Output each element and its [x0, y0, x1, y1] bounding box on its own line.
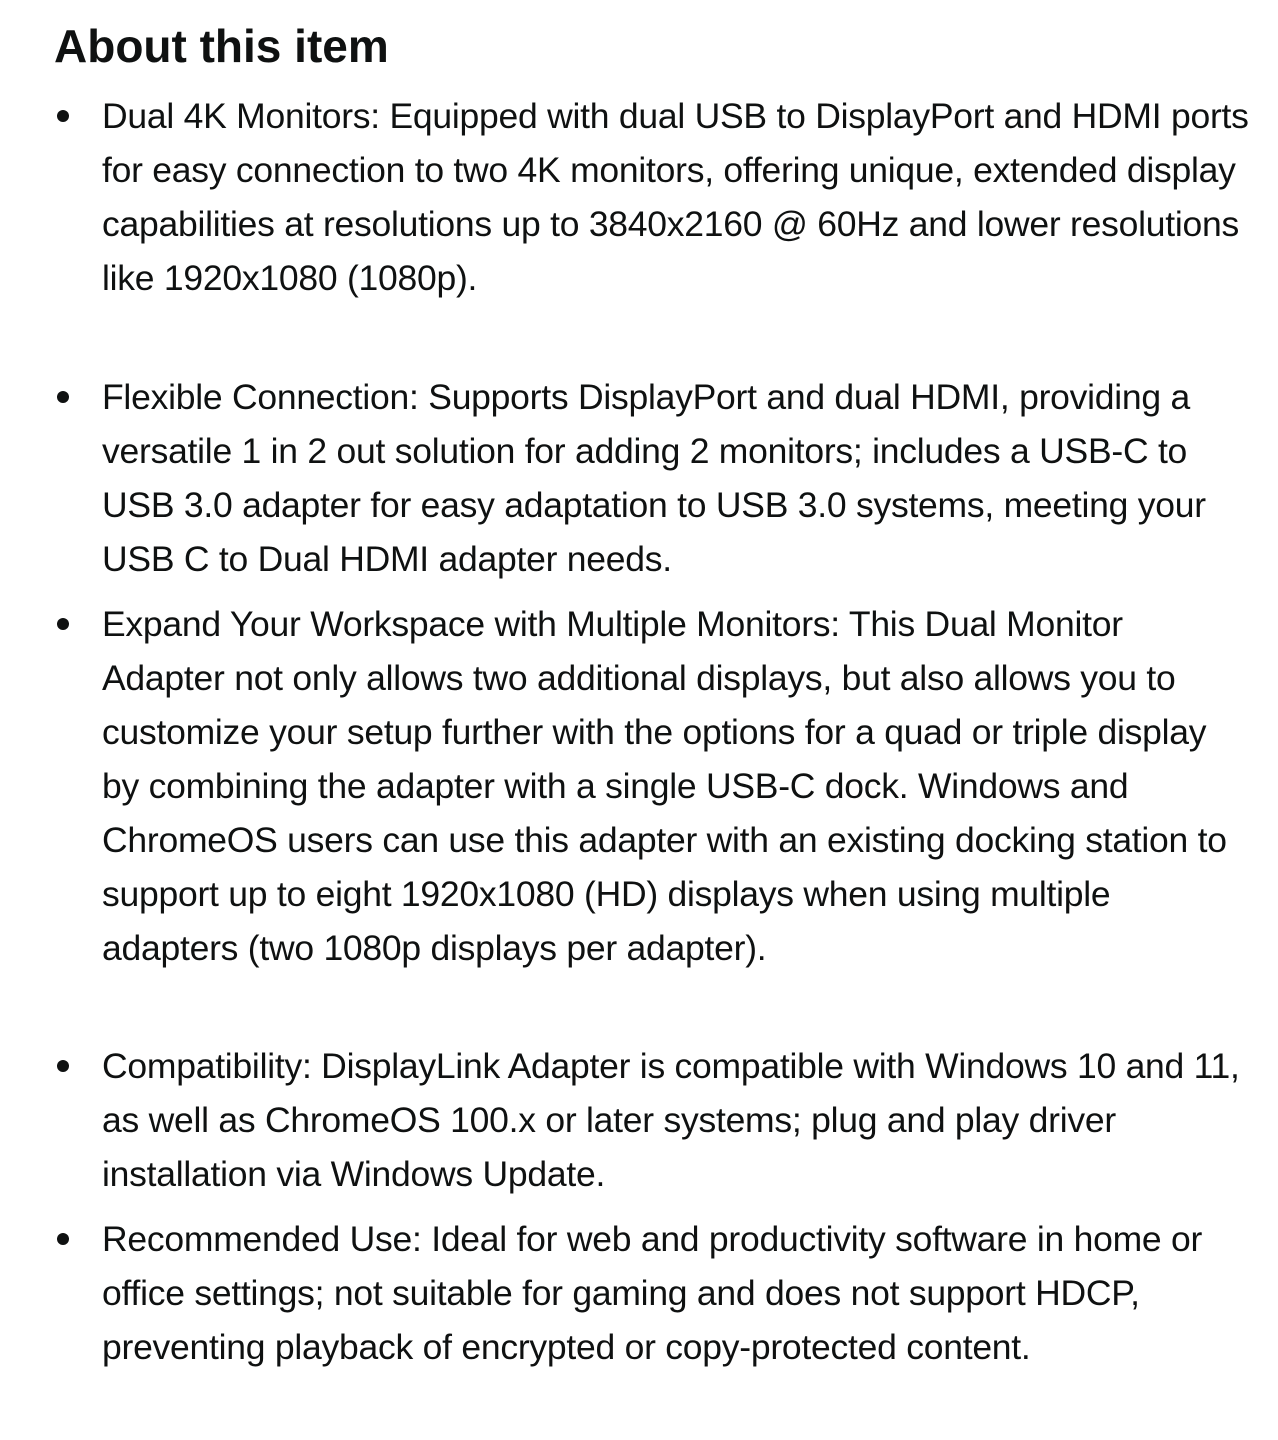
section-title: About this item — [54, 20, 389, 72]
bullet-text: Expand Your Workspace with Multiple Monitors: This Dual Monitor Adapter not only allows two additional displays, but also allows you to customize your setup further with the options for a quad or triple display by combining the adapter with a single USB-C dock. Windows and ChromeOS users can use this adapter with an existing docking station to support up to eight 1920x1080 (HD) displays when using multiple adapters (two 1080p displays per adapter). — [102, 604, 1227, 968]
bullet-text: Recommended Use: Ideal for web and productivity software in home or office settings; not suitable for gaming and does not support HDCP, preventing playback of encrypted or copy-protected content. — [102, 1219, 1203, 1367]
bullet-dot-icon — [57, 618, 69, 630]
bullet-dot-icon — [57, 1060, 69, 1072]
bullet-text: Compatibility: DisplayLink Adapter is compatible with Windows 10 and 11, as well as ChromeOS 100.x or later systems; plug and play driver installation via Windows Update. — [102, 1046, 1240, 1194]
bullet-text: Flexible Connection: Supports DisplayPort and dual HDMI, providing a versatile 1 in 2 out solution for adding 2 monitors; includes a USB-C to USB 3.0 adapter for easy adaptation to USB 3.0 systems, meeting your USB C to Dual HDMI adapter needs. — [102, 377, 1206, 579]
bullet-dot-icon — [57, 1233, 69, 1245]
bullet-dot-icon — [57, 391, 69, 403]
bullet-text: Dual 4K Monitors: Equipped with dual USB to DisplayPort and HDMI ports for easy connection to two 4K monitors, offering unique, extended display capabilities at resolutions up to 3840x2160 @ 60Hz and lower resolutions like 1920x1080 (1080p). — [102, 96, 1249, 298]
bullet-dot-icon — [57, 110, 69, 122]
